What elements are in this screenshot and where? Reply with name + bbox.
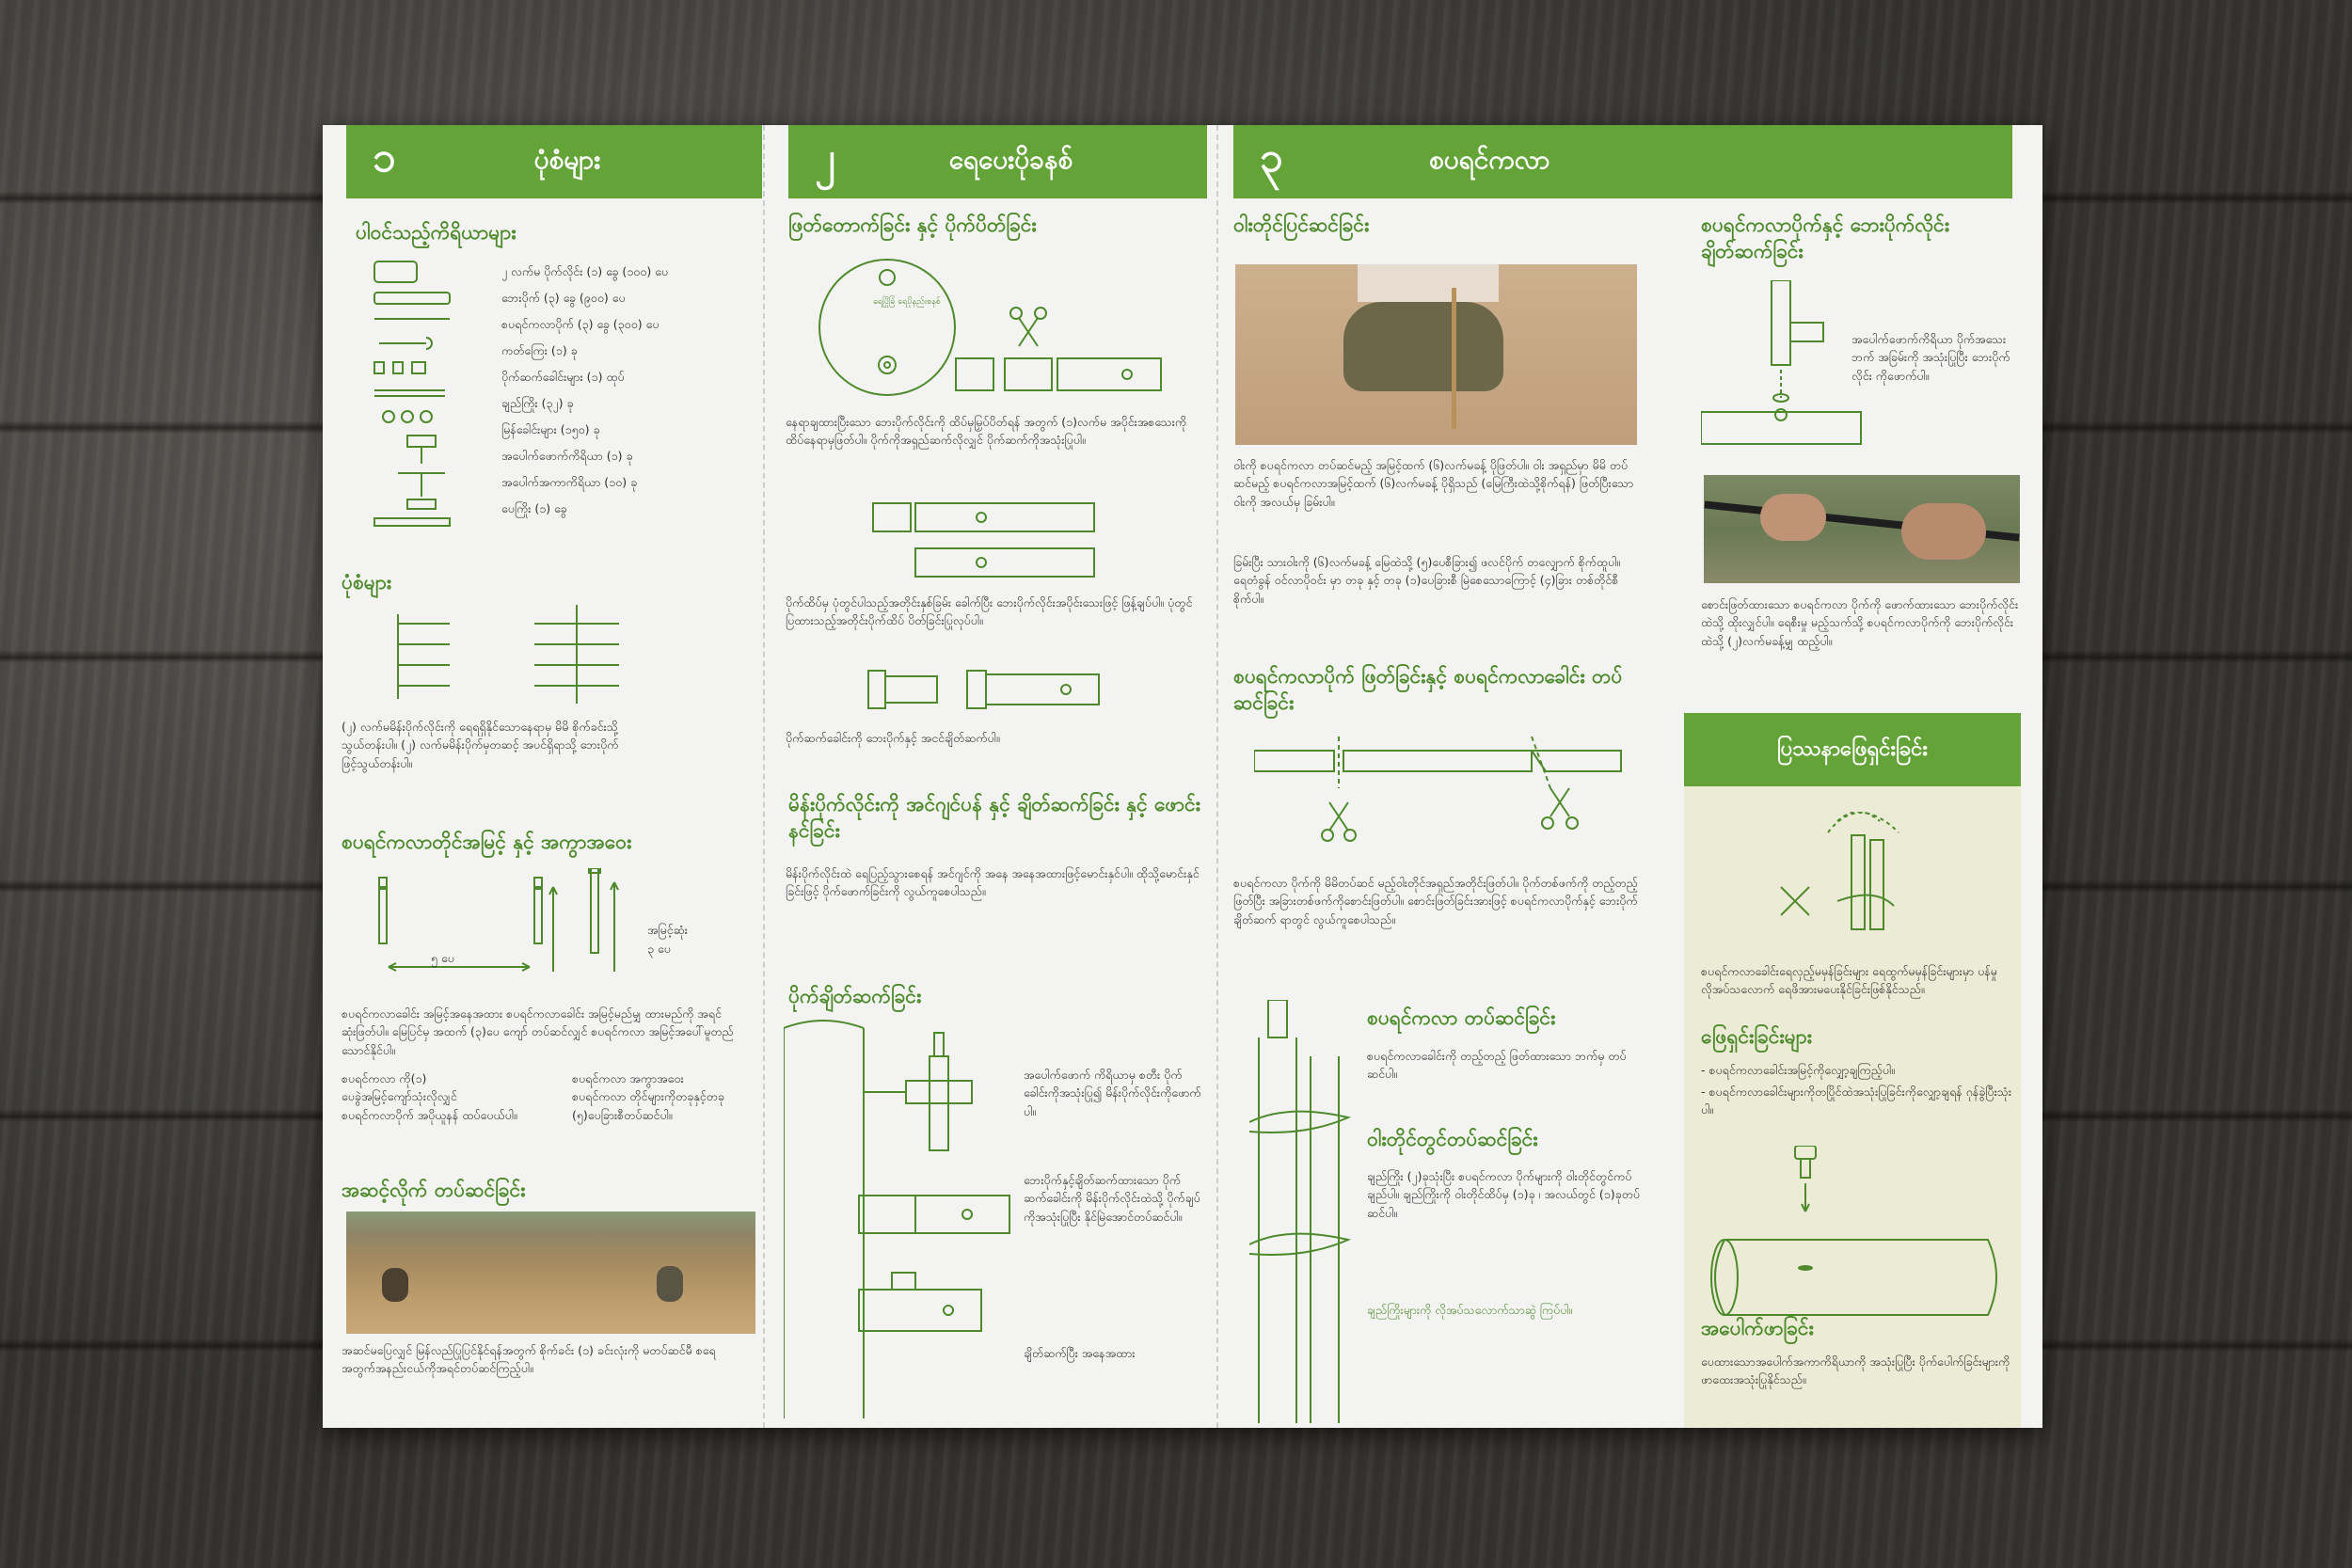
mount-text: စပရင်ကလာခေါင်းကို တည့်တည့် ဖြတ်ထားသော ဘက်မှ တပ်ဆင်ပါ။	[1367, 1049, 1627, 1082]
patterns-heading: ပုံစံများ	[342, 571, 392, 594]
panel2-header	[788, 125, 1207, 198]
install-text: အဆင်မပြေလျှင် မြန်လည်ပြုပြင်နိုင်ရန်အတွက် စိုက်ခင်း (၁) ခင်းလုံးကို မတပ်ဆင်မီ ​​​စရေအတွက်အနည်းငယ်ကိုအရင်တပ်ဆင်ကြည့်ပါ။	[342, 1343, 716, 1376]
tie-note: ချည်ကြိုးများကို လိုအပ်သလောက်သာဆွဲ ကြပ်ပါ။	[1367, 1303, 1573, 1317]
list-item: ပိုက်ဆက်ခေါင်းများ (၁) ထုပ်	[501, 370, 625, 384]
panel-divider	[763, 125, 765, 1428]
drill-heading: မိန်းပိုက်လိုင်းကို အင်ဂျင်ပန် နှင့် ချိတ်ဆက်ခြင်း နှင့် ဖောင်းနင်ခြင်း	[788, 793, 1200, 843]
pipe-roll-diagram	[817, 257, 1212, 398]
cut-sprinkler-text: စပရင်ကလာ ပိုက်ကို မိမိတပ်ဆင် မည့်ဝါးတိုင်အရှည်အတိုင်းဖြတ်ပါ။ ပိုက်တစ်ဖက်ကို တည့်တည့်ဖြတ်ပြီး အခြားတစ်ဖက်ကိုစောင်းဖြတ်ပါ။ စောင်းဖြတ်ခြင်းအားဖြင့် စပရင်ကလာပိုက်နှင့် ဘေးပိုက် ချိတ်ဆက် ရာတွင် လွယ်ကူစေပါသည်။	[1233, 876, 1638, 927]
panel2-number: ၂	[815, 134, 835, 182]
join-text: စောင်းဖြတ်ထားသော စပရင်ကလာ ပိုက်ကို ဖောက်ထားသော ဘေးပိုက်လိုင်းထဲသို့ ထိုးလျှင်ပါ။ ရေစီးမှု မည့်သက်သို့ စပရင်ကလာပိုက်ကို ဘေးပိုက်လိုင်းထဲသို့ (၂)လက်မခန့်မျှ ထည့်ပါ။	[1701, 597, 2019, 648]
panel2-title: ရေပေးပိုခနစ်	[948, 144, 1073, 175]
mount-heading: စပရင်ကလာ တပ်ဆင်ခြင်း	[1367, 1006, 1556, 1029]
join-note: အပေါက်ဖောက်ကိရိယာ ပိုက်အသေးဘက် အခြမ်းကို အသုံးပြုပြီး ဘေးပိုက်လိုင်း ကိုဖောက်ပါ။	[1851, 332, 2010, 383]
panel-divider	[1216, 125, 1218, 1428]
troubleshooting-header: ပြဿနာဖြေရှင်းခြင်း	[1684, 713, 2021, 786]
panel3-title: စပရင်ကလာ	[1429, 144, 1550, 175]
pipe-join-photo	[1704, 475, 2020, 583]
connect-heading: ပိုက်ချိတ်ဆက်ခြင်း	[788, 985, 922, 1007]
list-item: ပေကြိုး (၁) ခွေ	[501, 501, 567, 515]
pole-heading: ဝါးတိုင်ပြင်ဆင်ခြင်း	[1233, 214, 1370, 236]
tie-text: ချည်ကြိုး (၂)ခုသုံးပြီး စပရင်ကလာ ပိုက်များကို ဝါးတိုင်တွင်ကပ်ချည်ပါ။ ချည်ကြိုးကို ဝါးတိုင်ထိပ်မှ (၁)ခု ၊ အလယ်တွင် (၁)ခုတပ်ဆင်ပါ။	[1367, 1169, 1640, 1220]
pole-text: ဝါးကို စပရင်ကလာ တပ်ဆင်မည့် အမြင့်ထက် (၆)လက်မခန့် ပိုဖြတ်ပါ။ ဝါး အရှည်မှာ မိမိ တပ်ဆင်မည့် စပရင်ကလာအမြင့်ထက် (၆)လက်မခန့် ပိုရှိသည် (မြေကြီးထဲသို့စိုက်ရန်) ဖြတ်ပြီးသော ဝါးကို အလယ်မှ ခြမ်းပါ။	[1233, 458, 1634, 509]
cut-text: နေရာချထားပြီးသော ဘေးပိုက်လိုင်းကို ထိပ်မှမြှပ်ပိတ်ရန် အတွက် (၁)လက်မ အပိုင်းအစသေးကို ထိပ်နေရာမှဖြတ်ပါ။ ပိုက်ကိုအရှည်ဆက်လိုလျှင် ပိုက်ဆက်ကိုအသုံးပြုပါ။	[786, 415, 1187, 448]
tie-heading: ဝါးတိုင်တွင်တပ်ဆင်ခြင်း	[1367, 1128, 1538, 1150]
panel1-header	[346, 125, 762, 198]
parts-list	[501, 259, 737, 522]
install-heading: အဆင့်လိုက် တပ်ဆင်ခြင်း	[342, 1179, 526, 1201]
height-left-note: စပရင်ကလာ ကို(၁) ပေခွဲအမြင့်ကျော်သုံးလိုလျှင် စပရင်ကလာပိုက် အပိုယူနန် ထပ်ပေယ်ပါ။	[342, 1071, 517, 1122]
connect-note-1: အပေါက်ဖောက် ကိရိယာမှ စတီး ပိုက်ခေါင်းကိုအသုံးပြု၍ မိန်းပိုက်လိုင်းကိုဖောက်ပါ။	[1024, 1068, 1201, 1118]
list-item: ၂ လက်မ ပိုက်လိုင်း (၁) ခွေ (၁၀၀) ပေ	[501, 264, 669, 278]
pipe-cutting-diagram	[1254, 736, 1630, 878]
solutions-heading: ဖြေရှင်းခြင်းများ	[1701, 1025, 1812, 1048]
list-item: ဘေးပိုက် (၃) ခွေ (၉၀၀) ပေ	[501, 291, 626, 305]
drill-text: မိန်းပိုက်လိုင်းထဲ ရေပြည့်သွားစေရန် အင်ဂျင်ကို အနေ အနေအထားဖြင့်မောင်းနှင်ပါ။ ထိုသို့မောင်းနှင်ခြင်းဖြင့် ပိုက်ဖောက်ခြင်းကို လွယ်ကူစေပါသည်။	[786, 866, 1200, 899]
farmer-figure	[1343, 302, 1503, 391]
panel3-header	[1233, 125, 2012, 198]
list-item: ကတ်ကြေး (၁) ခု	[501, 343, 578, 357]
farmer-figure	[382, 1268, 408, 1302]
pipe-plug-diagram	[1706, 1146, 2016, 1334]
cut-sprinkler-heading: စပရင်ကလာပိုက် ဖြတ်ခြင်းနှင့် စပရင်ကလာခေါင်း တပ်ဆင်ခြင်း	[1233, 665, 1623, 715]
shirt	[1358, 264, 1499, 302]
panel1-number: ၁	[373, 134, 396, 182]
cut-heading: ဖြတ်တောက်ခြင်း နှင့် ပိုက်ပိတ်ခြင်း	[788, 214, 1037, 236]
connector-diagram	[864, 661, 1118, 718]
height-right-note: စပရင်ကလာ အကွာအဝေး စပရင်ကလာ တိုင်များကိုတခုနှင့်တခု (၅)ပေခြားစီတပ်ဆင်ပါ။	[572, 1071, 724, 1122]
failed-sprinkler-diagram	[1772, 812, 1960, 953]
height-text: စပရင်ကလာခေါင်း အမြင့်အနေအထား စပရင်ကလာခေါင်း အမြင့်မည်မျှ ထားမည်ကို အရင်ဆုံးဖြတ်ပါ။ မြေပြင်မှ အထက် (၃)ပေ ကျော် တပ်ဆင်လျှင် စပရင်ကလာ အမြင့်အပေါ်မူတည်သောင်နိုင်ပါ။	[342, 1006, 734, 1057]
pole-text-2: ခြမ်းပြီး သားဝါးကို (၆)လက်မခန့် မြေထဲသို့ (၅)ပေစီခြား၍ ဖလင်ပိုက် တလျှောက် စိုက်ထူပါ။ ရေတံခွန် ဝင်လာပိုဝင်း မှာ တခု နှင့် တခု (၁)ပေခြားစီ မြဲစေသောကြောင့် (၄)ခြား တစ်တိုင်စီ စိုက်ပါ။	[1233, 555, 1621, 606]
solution-item: - စပရင်ကလာခေါင်းအမြင့်ကိုလျှော့ချကြည့်ပါ။	[1701, 1063, 1895, 1077]
disc-label: ရေပြိုခြံ ရေပိုနည်းစနစ်	[873, 297, 941, 307]
bamboo-pole-photo	[1235, 264, 1637, 445]
height-distance-diagram	[342, 868, 737, 1103]
farmer-figure	[657, 1266, 683, 1302]
sprinkler-on-pole-diagram	[1249, 1000, 1362, 1423]
field-photo	[346, 1212, 755, 1334]
cap-text: ပိုက်ထိပ်မှ ပုံတွင်ပါသည့်အတိုင်းနှစ်ခြမ်း ခေါက်ပြီး ဘေးပိုက်လိုင်းအပိုင်းသေးဖြင့် ဖြန့်ချပ်ပါ။ ပုံတွင်ပြထားသည့်အတိုင်းပိုက်ထိပ် ပိတ်ခြင်းပြုလုပ်ပါ။	[786, 595, 1193, 628]
panel3-number: ၃	[1260, 134, 1283, 182]
hand	[1901, 503, 1986, 560]
included-heading: ပါဝင်သည့်ကိရိယာများ	[356, 221, 516, 244]
bamboo-stick	[1452, 288, 1456, 429]
connect-note-3: ချိတ်ဆက်ပြီး အနေအထား	[1024, 1346, 1136, 1360]
height-label-value: ၃ ပေ	[647, 942, 671, 956]
list-item: အပေါက်အကာကိရိယာ (၁၀) ခု	[501, 475, 638, 489]
height-heading: စပရင်ကလာတိုင်အမြင့် နှင့် အကွာအဝေး	[342, 831, 632, 853]
list-item: အပေါက်ဖောက်ကိရိယာ (၁) ခု	[501, 449, 633, 463]
list-item: ချည်ကြိုး (၃၂) ခု	[501, 396, 574, 410]
panel1-title: ပုံစံများ	[533, 144, 601, 175]
parts-illustrations	[370, 257, 492, 530]
plug-heading: အပေါက်ဖာခြင်း	[1701, 1317, 1814, 1339]
problem-text: စပရင်ကလာခေါင်းရေလှည့်မမှန်ခြင်းများ ရေထွက်မမှန်ခြင်းများမှာ ပန်မှု လိုအပ်သလောက် ရေဖိအားမပေးနိုင်ခြင်းဖြစ်နိုင်သည်။	[1701, 964, 1997, 997]
patterns-text: (၂) လက်မမိန်းပိုက်လိုင်းကို ရေရရှိနိုင်သောနေရာမှ မိမိ စိုက်ခင်းသို့သွယ်တန်းပါ။ (၂) လက်မမိန်းပိုက်မှတဆင့် အပင်ရှိရာသို့ ဘေးပိုက်ဖြင့်သွယ်တန်းပါ။	[342, 720, 619, 770]
instruction-poster	[323, 125, 2042, 1428]
solution-item: - စပရင်ကလာခေါင်းများကိုတပြိုင်ထဲအသုံးပြုခြင်းကိုလျှော့ချရန် ဂုန်ခွဲပြီးသုံးပါ။	[1701, 1085, 2011, 1117]
connect-note-2: ဘေးပိုက်နှင့်ချိတ်ဆက်ထားသော ပိုက်ဆက်ခေါင်းကို မိန်းပိုက်လိုင်းထဲသို့ ပိုက်ချပ်ကိုအသုံးပြုပြီး နိုင်မြဲအောင်တပ်ဆင်ပါ။	[1024, 1173, 1200, 1224]
hand	[1760, 494, 1826, 541]
list-item: မြန်ခေါင်းများ (၁၅၀) ခု	[501, 422, 600, 436]
plug-text: ပေထားသောအပေါက်အကာကိရိယာကို အသုံးပြုပြီး ပိုက်ပေါက်ခြင်းများကို ဖာထေးအသုံးပြုနိုင်သည်။	[1701, 1354, 2010, 1387]
distance-label: ၅ ပေ	[431, 951, 454, 965]
pipe-cap-diagram	[868, 492, 1113, 586]
join-heading: စပရင်ကလာပိုက်နှင့် ဘေးပိုက်လိုင်း ချိတ်ဆက်ခြင်း	[1701, 214, 1950, 263]
height-label-max: အမြင့်ဆုံး	[647, 923, 688, 937]
list-item: စပရင်ကလာပိုက် (၃) ခွေ (၃၀၀) ပေ	[501, 317, 660, 331]
connector-text: ပိုက်ဆက်ခေါင်းကို ဘေးပိုက်နှင့် အငင်ချိတ်ဆက်ပါ။	[786, 731, 1000, 745]
